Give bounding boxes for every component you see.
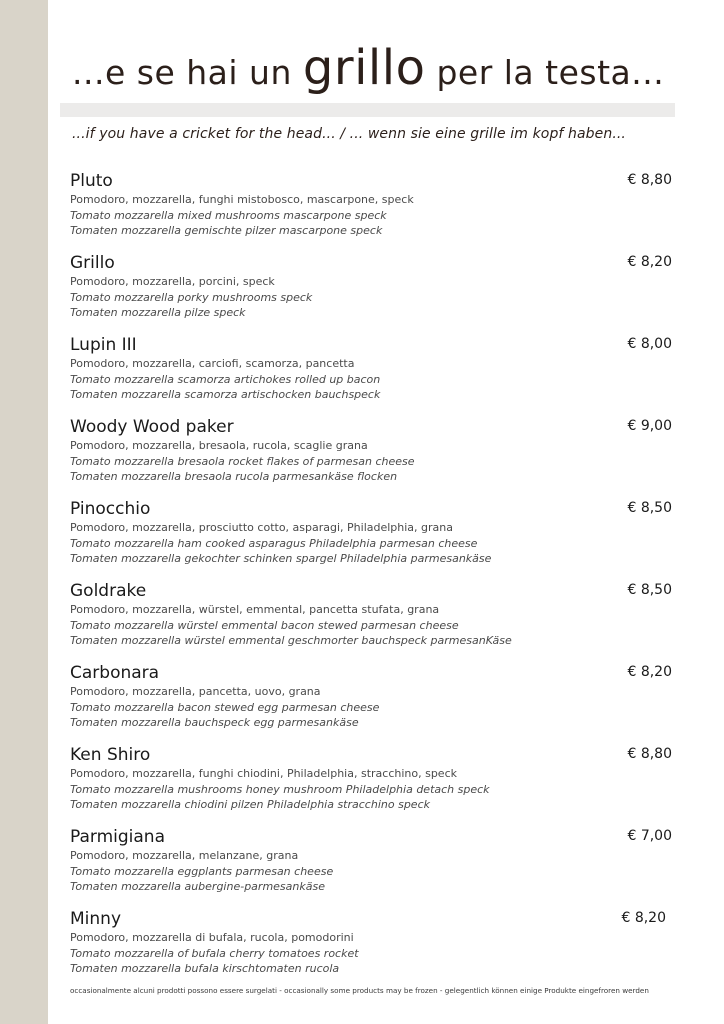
item-ingredients-it: Pomodoro, mozzarella, funghi mistobosco, mascarpone, speck (70, 193, 414, 206)
item-ingredients-en: Tomato mozzarella mixed mushrooms mascarpone speck (70, 208, 387, 222)
item-name: Carbonara (70, 663, 160, 683)
item-price: € 8,80 (627, 746, 672, 762)
menu-item (70, 908, 690, 990)
menu-item (70, 580, 690, 662)
item-ingredients-it: Pomodoro, mozzarella, carciofi, scamorza, pancetta (70, 357, 355, 370)
item-price: € 8,00 (627, 336, 672, 352)
item-ingredients-de: Tomaten mozzarella pilze speck (70, 306, 246, 319)
menu-item (70, 252, 690, 334)
frozen-products-note: occasionalmente alcuni prodotti possono essere surgelati - occasionally some products may be frozen - gelegentlich können einige Produkte eingefroren werden (70, 986, 649, 995)
item-ingredients-it: Pomodoro, mozzarella, pancetta, uovo, grana (70, 685, 321, 698)
item-name: Pluto (70, 171, 113, 191)
menu-item (70, 170, 690, 252)
item-ingredients-de: Tomaten mozzarella würstel emmental geschmorter bauchspeck parmesanKäse (70, 634, 512, 647)
decorative-side-bar (0, 0, 48, 1024)
item-price: € 8,80 (627, 172, 672, 188)
item-ingredients-it: Pomodoro, mozzarella di bufala, rucola, pomodorini (70, 931, 354, 944)
item-ingredients-en: Tomato mozzarella eggplants parmesan cheese (70, 864, 334, 878)
item-price: € 8,50 (627, 582, 672, 598)
title-highlight: grillo (302, 40, 426, 96)
item-ingredients-en: Tomato mozzarella bresaola rocket flakes of parmesan cheese (70, 454, 415, 468)
menu-item (70, 826, 690, 908)
item-ingredients-de: Tomaten mozzarella bresaola rucola parmesankäse flocken (70, 470, 398, 483)
item-price: € 8,20 (621, 910, 666, 926)
item-name: Pinocchio (70, 499, 151, 519)
menu-item (70, 416, 690, 498)
item-ingredients-en: Tomato mozzarella scamorza artichokes rolled up bacon (70, 372, 381, 386)
menu-item (70, 334, 690, 416)
item-name: Woody Wood paker (70, 417, 234, 437)
item-ingredients-it: Pomodoro, mozzarella, funghi chiodini, Philadelphia, stracchino, speck (70, 767, 457, 780)
item-ingredients-de: Tomaten mozzarella scamorza artischocken bauchspeck (70, 388, 381, 401)
item-ingredients-it: Pomodoro, mozzarella, porcini, speck (70, 275, 275, 288)
item-name: Goldrake (70, 581, 147, 601)
item-ingredients-en: Tomato mozzarella bacon stewed egg parmesan cheese (70, 700, 380, 714)
item-name: Ken Shiro (70, 745, 151, 765)
item-ingredients-en: Tomato mozzarella mushrooms honey mushroom Philadelphia detach speck (70, 782, 490, 796)
item-ingredients-de: Tomaten mozzarella gemischte pilzer mascarpone speck (70, 224, 383, 237)
menu-item (70, 662, 690, 744)
page-title (72, 40, 712, 96)
menu-item (70, 498, 690, 580)
page-subtitle: ...if you have a cricket for the head... / ... wenn sie eine grille im kopf haben... (72, 126, 626, 142)
menu-item (70, 744, 690, 826)
item-price: € 9,00 (627, 418, 672, 434)
title-suffix: per la testa... (436, 53, 665, 92)
item-name: Lupin III (70, 335, 137, 355)
item-name: Parmigiana (70, 827, 166, 847)
item-price: € 8,20 (627, 254, 672, 270)
item-ingredients-it: Pomodoro, mozzarella, würstel, emmental, pancetta stufata, grana (70, 603, 440, 616)
item-ingredients-en: Tomato mozzarella würstel emmental bacon stewed parmesan cheese (70, 618, 459, 632)
title-prefix: ...e se hai un (72, 53, 292, 92)
item-ingredients-de: Tomaten mozzarella bufala kirschtomaten rucola (70, 962, 340, 975)
menu-list (70, 170, 690, 990)
item-price: € 7,00 (627, 828, 672, 844)
item-ingredients-de: Tomaten mozzarella bauchspeck egg parmesankäse (70, 716, 359, 729)
item-ingredients-de: Tomaten mozzarella gekochter schinken spargel Philadelphia parmesankäse (70, 552, 492, 565)
item-price: € 8,50 (627, 500, 672, 516)
item-name: Minny (70, 909, 121, 929)
item-price: € 8,20 (627, 664, 672, 680)
item-name: Grillo (70, 253, 115, 273)
item-ingredients-de: Tomaten mozzarella aubergine-parmesankäse (70, 880, 325, 893)
item-ingredients-it: Pomodoro, mozzarella, melanzane, grana (70, 849, 299, 862)
item-ingredients-de: Tomaten mozzarella chiodini pilzen Philadelphia stracchino speck (70, 798, 430, 811)
title-underline-band (60, 103, 675, 117)
item-ingredients-it: Pomodoro, mozzarella, prosciutto cotto, asparagi, Philadelphia, grana (70, 521, 453, 534)
item-ingredients-en: Tomato mozzarella of bufala cherry tomatoes rocket (70, 946, 359, 960)
item-ingredients-en: Tomato mozzarella porky mushrooms speck (70, 290, 313, 304)
item-ingredients-it: Pomodoro, mozzarella, bresaola, rucola, scaglie grana (70, 439, 368, 452)
item-ingredients-en: Tomato mozzarella ham cooked asparagus Philadelphia parmesan cheese (70, 536, 478, 550)
